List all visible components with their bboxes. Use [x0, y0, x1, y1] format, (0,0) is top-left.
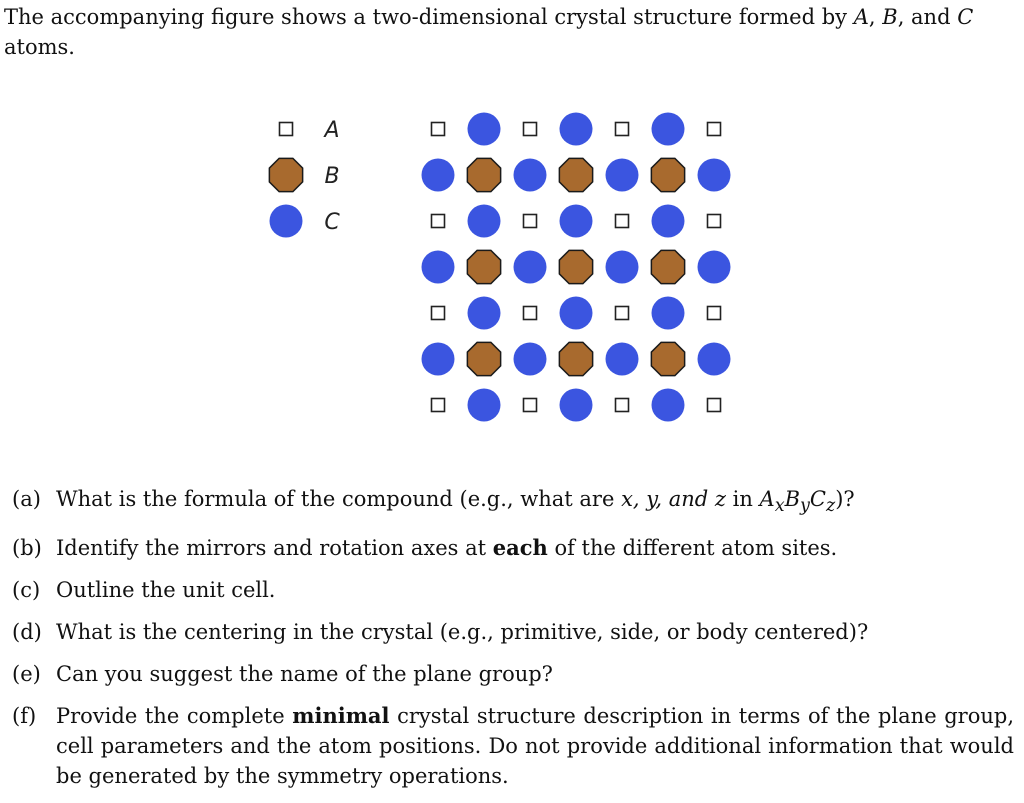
- intro-atom-c: C: [957, 5, 974, 29]
- atom-c-circle: [652, 113, 685, 146]
- lattice-grid: [422, 113, 731, 422]
- atom-b-octagon: [467, 158, 500, 191]
- question-b: [12, 533, 1014, 563]
- question-f-post: crystal structure description in terms of the plane group, cell parameters and the atom positions. Do not provide additional information that would be generated by the symmetry operations.: [56, 704, 1015, 789]
- question-d: [12, 617, 1014, 647]
- question-f: [12, 701, 1014, 791]
- atom-c-circle: [606, 251, 639, 284]
- formula-sub-y: y: [800, 496, 810, 517]
- question-label: (e): [12, 662, 41, 687]
- atom-a-square: [616, 307, 629, 320]
- formula-c: C: [809, 487, 826, 511]
- atom-b-octagon: [651, 250, 684, 283]
- circle-icon: [270, 205, 303, 238]
- question-body: [56, 484, 1014, 521]
- question-body: What is the centering in the crystal (e.g., primitive, side, or body centered)?: [56, 620, 869, 645]
- question-c: [12, 575, 1014, 605]
- question-label: (b): [12, 536, 42, 561]
- atom-c-circle: [652, 297, 685, 330]
- atom-a-square: [708, 307, 721, 320]
- atom-c-circle: [514, 251, 547, 284]
- question-b-bold: each: [492, 535, 548, 561]
- atom-a-square: [616, 399, 629, 412]
- square-icon: [280, 123, 293, 136]
- question-body: [56, 701, 1014, 791]
- atom-c-circle: [560, 113, 593, 146]
- atom-c-circle: [560, 389, 593, 422]
- atom-c-circle: [468, 297, 501, 330]
- question-a-vars: x, y, and z: [621, 487, 726, 511]
- intro-text-before: The accompanying figure shows a two-dimensional crystal structure formed by: [4, 5, 854, 29]
- atom-c-circle: [698, 251, 731, 284]
- atom-a-square: [616, 215, 629, 228]
- atom-c-circle: [422, 343, 455, 376]
- question-e: [12, 659, 1014, 689]
- atom-a-square: [432, 307, 445, 320]
- formula-sub-x: x: [774, 496, 785, 517]
- legend-label-a: A: [324, 118, 340, 143]
- atom-b-octagon: [651, 158, 684, 191]
- atom-b-octagon: [559, 342, 592, 375]
- question-a: [12, 484, 1014, 521]
- question-b-pre: Identify the mirrors and rotation axes at: [56, 536, 493, 561]
- legend-label-c: C: [324, 210, 340, 235]
- legend: [269, 118, 340, 238]
- legend-label-b: B: [324, 164, 340, 189]
- intro-atom-a: A: [853, 5, 869, 29]
- octagon-icon: [269, 158, 302, 191]
- atom-c-circle: [514, 159, 547, 192]
- intro-sep2: , and: [897, 5, 958, 29]
- question-b-post: of the different atom sites.: [547, 536, 838, 561]
- atom-a-square: [708, 123, 721, 136]
- question-a-mid: in: [725, 487, 760, 511]
- formula-sub-z: z: [825, 496, 836, 517]
- atom-a-square: [616, 123, 629, 136]
- atom-b-octagon: [651, 342, 684, 375]
- question-label: (c): [12, 578, 41, 603]
- atom-a-square: [432, 123, 445, 136]
- formula-a: A: [759, 487, 775, 511]
- atom-c-circle: [606, 343, 639, 376]
- atom-c-circle: [698, 343, 731, 376]
- question-label: (d): [12, 620, 42, 645]
- question-list: [12, 484, 1014, 803]
- atom-a-square: [708, 399, 721, 412]
- atom-c-circle: [652, 389, 685, 422]
- atom-a-square: [432, 399, 445, 412]
- atom-a-square: [432, 215, 445, 228]
- atom-a-square: [524, 123, 537, 136]
- question-label: (f): [12, 704, 37, 729]
- atom-c-circle: [652, 205, 685, 238]
- atom-b-octagon: [559, 250, 592, 283]
- atom-c-circle: [468, 113, 501, 146]
- formula-b: B: [784, 487, 801, 511]
- atom-c-circle: [560, 297, 593, 330]
- question-body: Outline the unit cell.: [56, 578, 276, 603]
- atom-c-circle: [468, 205, 501, 238]
- question-f-pre: Provide the complete: [56, 704, 293, 729]
- atom-b-octagon: [559, 158, 592, 191]
- question-body: Can you suggest the name of the plane group?: [56, 662, 553, 687]
- atom-c-circle: [422, 251, 455, 284]
- intro-atom-b: B: [882, 5, 898, 29]
- intro-sep1: ,: [868, 5, 883, 29]
- atom-c-circle: [422, 159, 455, 192]
- question-f-bold: minimal: [292, 703, 390, 729]
- question-label: (a): [12, 487, 41, 511]
- atom-c-circle: [514, 343, 547, 376]
- question-body: [56, 533, 1014, 563]
- atom-b-octagon: [467, 250, 500, 283]
- atom-a-square: [524, 399, 537, 412]
- question-a-post: )?: [835, 487, 855, 511]
- atom-b-octagon: [467, 342, 500, 375]
- atom-c-circle: [606, 159, 639, 192]
- atom-a-square: [524, 307, 537, 320]
- intro-text-after: atoms.: [4, 35, 75, 59]
- atom-a-square: [708, 215, 721, 228]
- atom-c-circle: [468, 389, 501, 422]
- question-a-pre: What is the formula of the compound (e.g., what are: [56, 487, 622, 511]
- atom-c-circle: [560, 205, 593, 238]
- atom-c-circle: [698, 159, 731, 192]
- atom-a-square: [524, 215, 537, 228]
